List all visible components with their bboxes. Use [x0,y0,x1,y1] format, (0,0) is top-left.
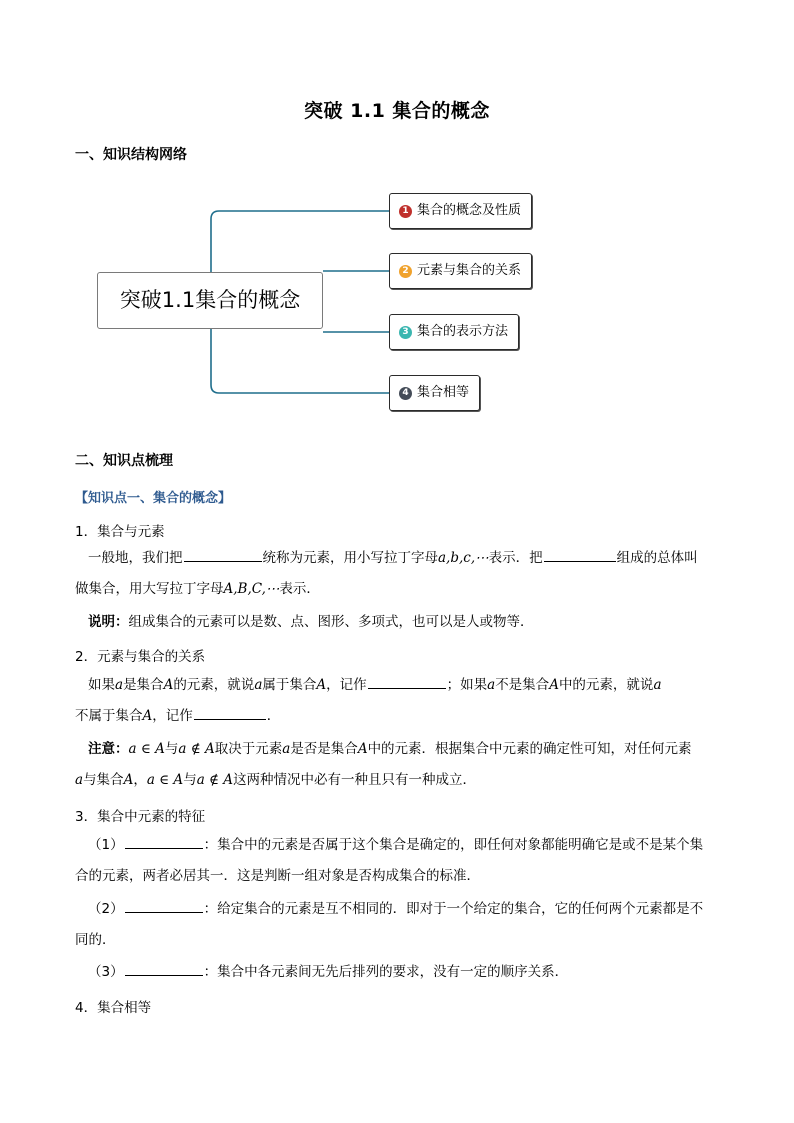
note-explanation: 说明：组成集合的元素可以是数、点、图形、多项式，也可以是人或物等． [88,614,534,630]
number-badge-icon: 1 [399,205,412,218]
subheading-element-features: 3．集合中元素的特征 [75,809,206,825]
mindmap-root-node: 突破1.1集合的概念 [97,272,323,329]
feature-item-1: （1） ：集合中的元素是否属于这个集合是确定的，即任何对象都能明确它是或不是某个集 合的元素，两者必居其一．这是判断一组对象是否构成集合的标准． [75,830,723,892]
paragraph-set-definition: 一般地，我们把 统称为元素，用小写拉丁字母a,b,c,⋯表示．把 组成的总体叫 做集合，用大写拉丁字母A,B,C,⋯表示． [75,543,723,605]
feature-item-2: （2） ：给定集合的元素是互不相同的．即对于一个给定的集合，它的任何两个元素都是不 同的． [75,894,723,956]
number-badge-icon: 4 [399,387,412,400]
mindmap-node-1 [389,193,532,229]
fill-blank[interactable] [194,705,266,720]
connector-line [211,211,389,272]
subheading-set-equality: 4．集合相等 [75,1000,152,1016]
mindmap-node-label: 集合相等 [417,385,470,400]
mindmap-node-label: 元素与集合的关系 [417,263,522,278]
connector-line [211,329,389,393]
fill-blank[interactable] [544,547,616,562]
fill-blank[interactable] [184,547,262,562]
knowledge-point-heading: 【知识点一、集合的概念】 [75,491,232,506]
subheading-element-relation: 2．元素与集合的关系 [75,649,206,665]
mindmap-node-4 [389,375,480,411]
mindmap-node-3 [389,314,519,350]
number-badge-icon: 2 [399,265,412,278]
fill-blank[interactable] [125,834,203,849]
fill-blank[interactable] [125,961,203,976]
mindmap-node-label: 集合的表示方法 [417,324,509,339]
fill-blank[interactable] [125,898,203,913]
page-title: 突破 1.1 集合的概念 [304,100,490,122]
mindmap-node-2 [389,253,532,289]
note-attention: 注意：a ∈ A与a ∉ A取决于元素a是否是集合A中的元素．根据集合中元素的确定性可知，对任何元素 a与集合A，a ∈ A与a ∉ A这两种情况中必有一种且只有一种成立． [75,741,692,788]
section-heading-points: 二、知识点梳理 [75,453,173,469]
subheading-set-and-element: 1．集合与元素 [75,524,165,540]
section-heading-structure: 一、知识结构网络 [75,147,187,163]
paragraph-membership: 如果a是集合A的元素，就说a属于集合A，记作 ；如果a不是集合A中的元素，就说a 不属于集合A，记作 ． [75,670,723,732]
mindmap-node-label: 集合的概念及性质 [417,203,522,218]
number-badge-icon: 3 [399,326,412,339]
fill-blank[interactable] [368,674,446,689]
feature-item-3: （3） ：集合中各元素间无先后排列的要求，没有一定的顺序关系． [75,957,723,988]
